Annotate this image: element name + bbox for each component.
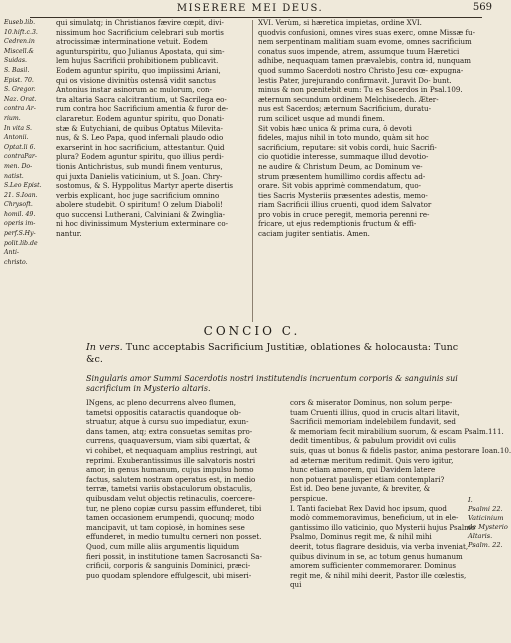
text-line: atrocissimæ interminatione vetuit. Eodem bbox=[56, 37, 208, 47]
sermon-title: CONCIO C. bbox=[203, 324, 301, 338]
margin-note: Psalmi 22. bbox=[468, 505, 503, 513]
margin-note: operis im- bbox=[4, 220, 36, 228]
margin-note: christo. bbox=[4, 258, 28, 266]
text-line: Eodem aguntur spiritu, quo impiissimi Ariani, bbox=[56, 65, 221, 75]
text-line: deerit, totus flagrare desiduis, via verba inveniat, bbox=[290, 541, 469, 551]
margin-note: Psalm. 22. bbox=[468, 541, 503, 549]
text-line: quibus divinum in se, ac totum genus humanum bbox=[290, 551, 463, 561]
text-line: qui os visione divinitùs ostensâ vidit sanctus bbox=[56, 75, 216, 85]
margin-note: Naz. Orat. bbox=[4, 95, 37, 103]
text-line: Psalmo, Dominus regit me, & nihil mihi bbox=[290, 532, 432, 542]
text-line: Est id. Deo bene juvante, & breviter, & bbox=[290, 484, 431, 494]
text-line: non potuerat paulisper etiam contemplari? bbox=[290, 474, 445, 484]
text-line: lem hujus Sacrificii prohibitionem publicavit. bbox=[56, 56, 219, 66]
upper-left-column bbox=[56, 18, 250, 239]
text-line: abolere studebit. O spiritum! O zelum Diaboli! bbox=[56, 200, 223, 210]
text-line: Sit vobis hæc unica & prima cura, ô devoti bbox=[258, 123, 412, 133]
margin-note: natist. bbox=[4, 172, 24, 180]
verse-heading bbox=[86, 342, 476, 366]
text-line: hunc etiam amorem, qui Davidem latere bbox=[290, 465, 436, 475]
text-line: & memoriam fecit mirabilium suorum, & escam Psalm.111. bbox=[290, 426, 504, 436]
margin-note: de Mysterio bbox=[468, 523, 508, 531]
text-line: fieri possit, in institutione tamen Sacrosancti Sa- bbox=[86, 551, 262, 561]
text-line: pro vobis in cruce peregit, memoria perenni re- bbox=[258, 209, 430, 219]
text-line: qui bbox=[290, 580, 302, 590]
text-line: plura? Eodem aguntur spiritu, quo illius perdi- bbox=[56, 152, 224, 162]
text-line: I. Tanti faciebat Rex David hoc ipsum, quod bbox=[290, 503, 447, 513]
text-line: strum præsentem humillimo cordis affectu ad- bbox=[258, 171, 426, 181]
margin-note: homil. 49. bbox=[4, 210, 36, 218]
text-line: cio quotidie interesse, summaque illud devotio- bbox=[258, 152, 429, 162]
text-line: suis, quas ut bonus & fidelis pastor, anima pestorare Ioan.10. bbox=[290, 445, 511, 455]
text-line: conatus suos impende, atrem, assumque tuum Hæretici bbox=[258, 46, 460, 56]
text-line: nantur. bbox=[56, 229, 82, 239]
text-line: verbis explicant, hoc juge sacrificium omnino bbox=[56, 190, 220, 200]
margin-note: In vita S. bbox=[4, 124, 32, 132]
text-line: qui juxta Danielis vaticinium, ut S. Joan. Chry- bbox=[56, 171, 223, 181]
text-line: clararetur. Eodem aguntur spiritu, quo Donati- bbox=[56, 113, 225, 123]
verse-intro: In vers. bbox=[86, 342, 123, 353]
text-line: puo quodam splendore effulgescit, ubi miseri- bbox=[86, 570, 252, 580]
text-line: perspicue. bbox=[290, 493, 328, 503]
text-line: ne audire & Christum Deum, ac Dominum ve- bbox=[258, 161, 423, 171]
text-line: tametsi oppositis cataractis quandoque ob- bbox=[86, 407, 241, 417]
margin-note: Anti- bbox=[4, 249, 20, 257]
text-line: qui simulatq; in Christianos fævire cœpit, divi- bbox=[56, 18, 224, 27]
margin-note: Miscell.& bbox=[4, 47, 35, 55]
running-title: MISERERE MEI DEUS. bbox=[176, 3, 324, 14]
verse-text: Tunc acceptabis Sacrificium Justitiæ, oblationes & holocausta: Tunc &c. bbox=[86, 342, 459, 365]
margin-note: S. Basil. bbox=[4, 66, 30, 74]
text-line: rum contra hoc Sacrificium amentia & furor de- bbox=[56, 104, 229, 114]
text-line: amor, in genus humanum, cujus impulsu homo bbox=[86, 465, 254, 475]
margin-note: Chrysoft. bbox=[4, 201, 33, 209]
margin-note: Euseb.lib. bbox=[4, 19, 36, 26]
text-line: fricare, ut ejus redemptionis fructum & effi- bbox=[258, 219, 417, 229]
text-line: tra altaria Sacra calcitrantium, ut Sacrilega eo- bbox=[56, 94, 227, 104]
text-line: nus, & S. Leo Papa, quod infernali plaudo odio bbox=[56, 133, 224, 143]
text-line: quod summo Sacerdoti nostro Christo Jesu cœ- expugna- bbox=[258, 65, 464, 75]
lower-left-column bbox=[86, 398, 284, 580]
text-line: regit me, & nihil mihi deerit, Pastor ille cœlestis, bbox=[290, 570, 467, 580]
margin-note: Suidas. bbox=[4, 57, 27, 65]
text-line: terræ, tametsi variis obstaculorum obstaculis, bbox=[86, 484, 253, 494]
text-line: nem serpentinam malitiam suam evome, omnes sacrificium bbox=[258, 37, 472, 47]
margin-note: rium. bbox=[4, 114, 21, 122]
text-line: fideles, majus nihil in toto mundo, quàm sit hoc bbox=[258, 133, 429, 143]
text-line: vi cohibet, et nequaquam amplius restringi, aut bbox=[86, 445, 258, 455]
page-number: 569 bbox=[472, 2, 492, 13]
text-line: quo succensi Lutherani, Calviniani & Zwinglia- bbox=[56, 209, 226, 219]
text-line: modò commemoravimus, beneficium, ut in ele- bbox=[290, 513, 459, 523]
text-line: Quod, cum mille aliis argumentis liquidum bbox=[86, 541, 240, 551]
sermon-subtitle: Singularis amor Summi Sacerdotis nostri institutendis incruentum corporis & sanguinis sui sacrificium in Mysterio altaris. bbox=[86, 374, 458, 393]
text-line: reprimi. Exuberantissimus ille salvatoris nostri bbox=[86, 455, 256, 465]
margin-note: Vaticinium bbox=[468, 514, 504, 522]
margin-note: I. bbox=[468, 496, 473, 504]
margin-note: S. Gregor. bbox=[4, 86, 36, 94]
text-line: riam Sacrificii illius cruenti, quod idem Salvator bbox=[258, 200, 432, 210]
margin-note: 10.hift.c.3. bbox=[4, 28, 38, 36]
text-line: effunderet, in medio tumultu cerneri non posset. bbox=[86, 532, 262, 542]
column-divider bbox=[252, 20, 253, 322]
text-line: sacrificium, reputare: sit vobis cordi, huic Sacrifi- bbox=[258, 142, 437, 152]
text-line: factus, salutem nostram operatus est, in medio bbox=[86, 474, 256, 484]
text-line: currens, quaquaversum, viam sibi quærtat, & bbox=[86, 436, 251, 446]
margin-note: men. Do- bbox=[4, 162, 33, 170]
text-line: tionis Antichristus, sub mundi finem venturus, bbox=[56, 161, 223, 171]
text-line: INgens, ac pleno decurrens alveo flumen, bbox=[86, 398, 237, 407]
text-line: quodvis confusioni, omnes vires suas exerc, omne Missæ fu- bbox=[258, 27, 475, 37]
text-line: lestis Pater, jurejurando confirmavit. Juravit Do- bunt. bbox=[258, 75, 452, 85]
upper-right-column bbox=[258, 18, 496, 239]
text-line: nus est Sacerdos; æternum Sacrificium, duratu- bbox=[258, 104, 431, 114]
margin-note: Optat.li 6. bbox=[4, 143, 36, 151]
margin-note: Cedren.in bbox=[4, 38, 35, 46]
text-line: crificii, corporis & sanguinis Dominici, præci- bbox=[86, 561, 251, 571]
text-line: rum scilicet usque ad mundi finem. bbox=[258, 113, 385, 123]
text-line: ni hoc divinissimum Mysterium exterminare co- bbox=[56, 219, 228, 229]
margin-note: contra Ar- bbox=[4, 105, 36, 113]
text-line: struatur, atque à cursu suo impediatur, exun- bbox=[86, 417, 249, 427]
text-line: gantissimo illo vaticinio, quo Mysterii hujus Psalmo bbox=[290, 522, 476, 532]
text-line: adhibe, nequaquam tamen prævalebis, contra id, nunquam bbox=[258, 56, 472, 66]
text-line: stæ & Eutychiani, de quibus Optatus Milevita- bbox=[56, 123, 223, 133]
text-line: Sacrificii memoriam indelebilem fundavit, sed bbox=[290, 417, 456, 427]
text-line: orare. Sit vobis apprimè commendatum, quo- bbox=[258, 181, 422, 191]
margin-note: S.Leo Epist. bbox=[4, 182, 42, 190]
margin-note: 21. S.Ioan. bbox=[4, 191, 38, 199]
left-margin-notes bbox=[4, 18, 54, 267]
text-line: agunturspiritu, quo Julianus Apostata, qui sim- bbox=[56, 46, 225, 56]
text-line: mancipavit, ut tam copiosè, in homines sese bbox=[86, 522, 245, 532]
text-line: tuam Cruenti illius, quod in crucis altari litavit, bbox=[290, 407, 460, 417]
text-line: dans tamen, atq; extra consuetas semitas pro- bbox=[86, 426, 253, 436]
margin-note: contraPar- bbox=[4, 153, 37, 161]
text-line: ad æternæ meritum redimit. Quis vero igitur, bbox=[290, 455, 454, 465]
text-line: exarserint in hoc sacrificium, attestantur. Quid bbox=[56, 142, 225, 152]
right-margin-notes bbox=[468, 496, 508, 550]
text-line: sostomus, & S. Hyppolitus Martyr aperte disertis bbox=[56, 181, 234, 191]
margin-note: Altaris. bbox=[468, 532, 493, 540]
margin-note: perf.S.Hy- bbox=[4, 230, 36, 238]
margin-note: Antonii. bbox=[4, 134, 29, 142]
text-line: ties Sacris Mysteriis præsentes adestis, memo- bbox=[258, 190, 428, 200]
text-line: cors & miserator Dominus, non solum perpe- bbox=[290, 398, 453, 407]
text-line: quibusdam velut objectis retinaculis, coercere- bbox=[86, 493, 255, 503]
text-line: amorem sufficienter commemorarer. Dominus bbox=[290, 561, 456, 571]
text-line: caciam jugiter sentiatis. Amen. bbox=[258, 229, 370, 239]
text-line: dedit timentibus, & pabulum providit ovi culis bbox=[290, 436, 456, 446]
text-line: æternum secundum ordinem Melchisedech. Æter- bbox=[258, 94, 439, 104]
text-line: tur, ne pleno copiæ cursu passim effunderet, tibi bbox=[86, 503, 262, 513]
text-line: Antonius instar asinorum ac mulorum, con- bbox=[56, 85, 212, 95]
margin-note: polit.lib.de bbox=[4, 239, 38, 247]
text-line: minus & non pœnitebit eum: Tu es Sacerdos in Psal.109. bbox=[258, 85, 463, 95]
margin-note: Epist. 70. bbox=[4, 76, 34, 84]
text-line: XVI. Verùm, si hæretica impietas, ordine XVI. bbox=[258, 18, 422, 27]
text-line: nissimum hoc Sacrificium celebrari sub mortis bbox=[56, 27, 224, 37]
text-line: tamen occasionem erumpendi, quocunq; modo bbox=[86, 513, 255, 523]
